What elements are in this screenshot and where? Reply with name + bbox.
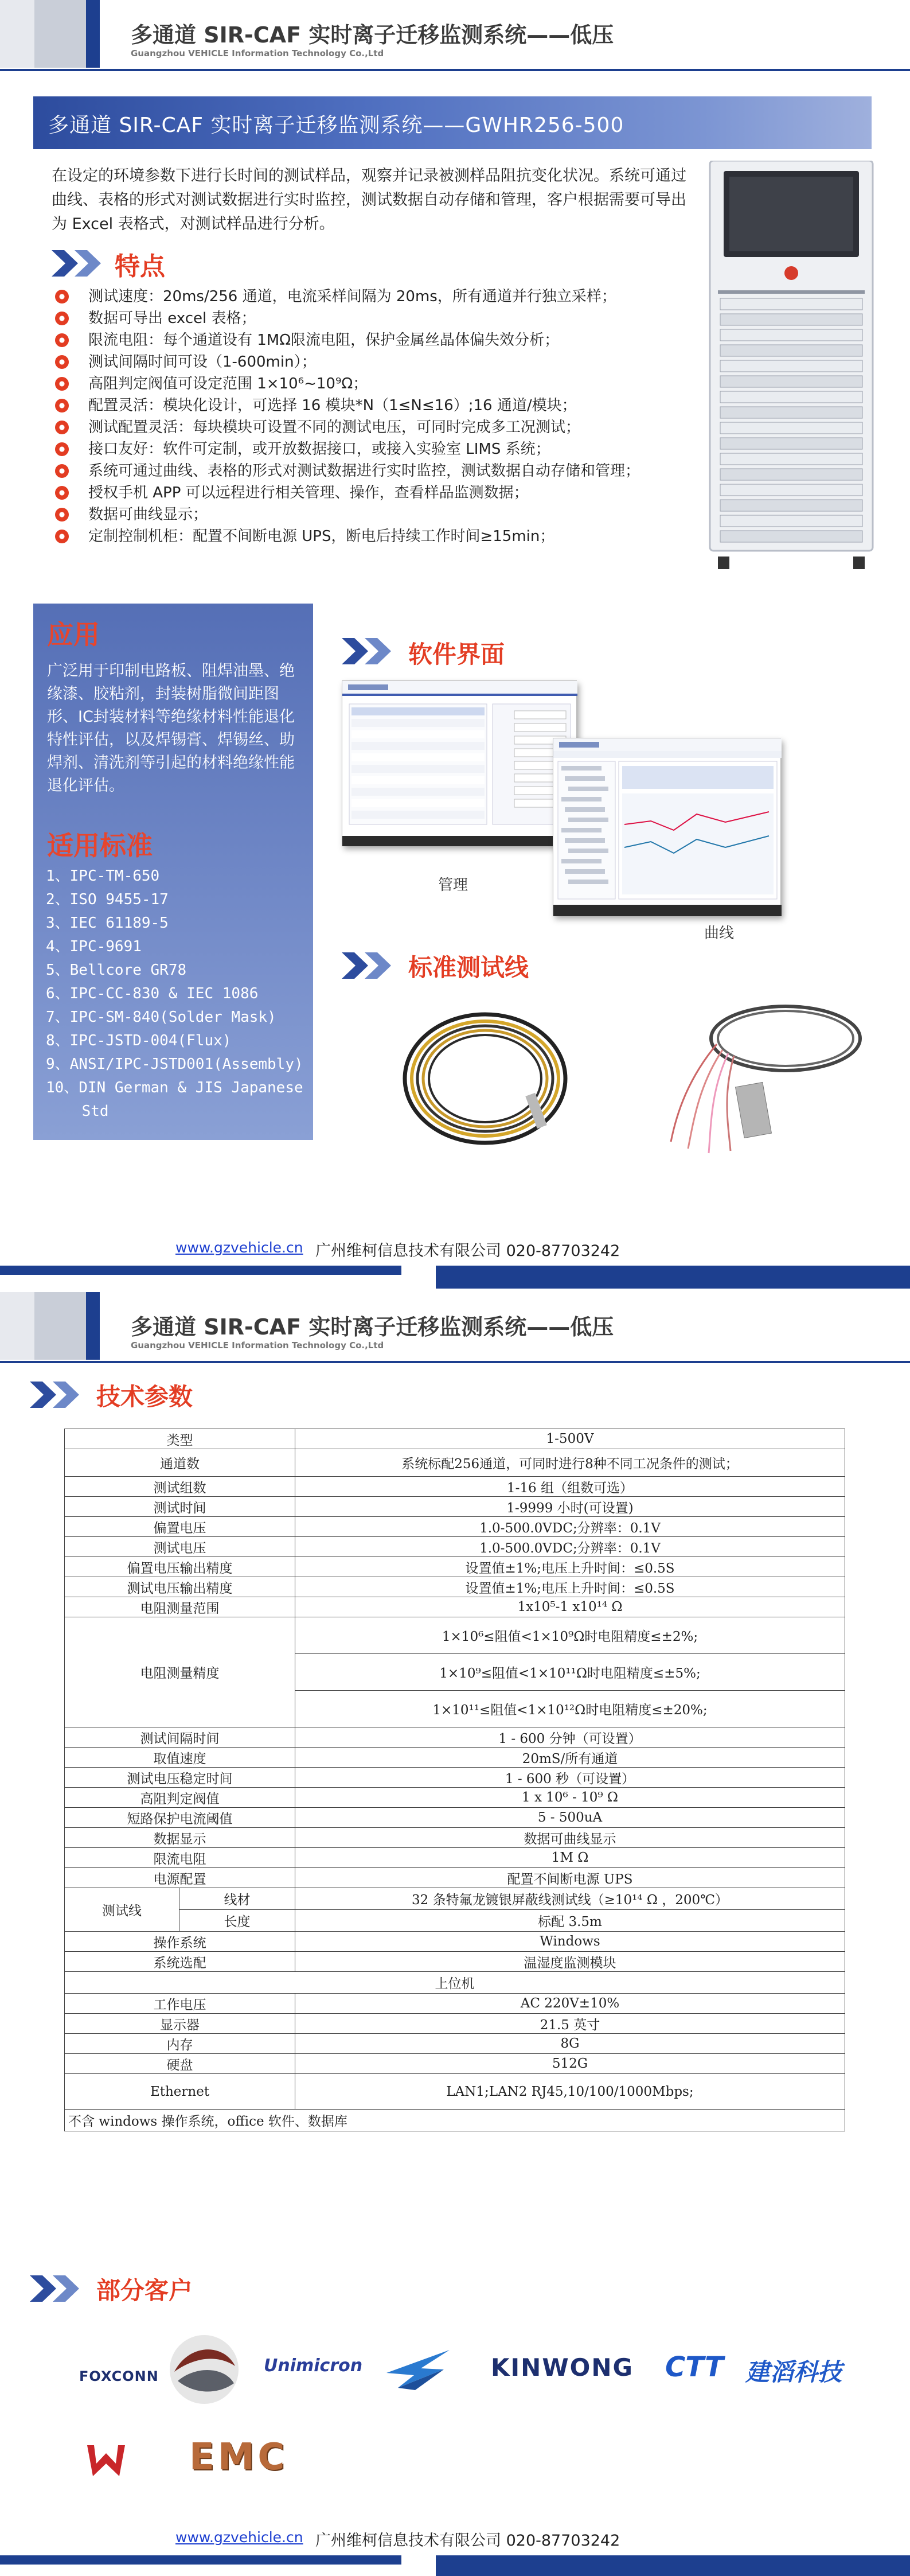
feature-item <box>55 308 709 329</box>
table-cell: 设置值±1%;电压上升时间：≤0.5S <box>295 1557 845 1577</box>
feature-text: 数据可导出 excel 表格； <box>88 310 256 327</box>
table-cell: 5 - 500uA <box>295 1808 845 1828</box>
rack-module <box>720 422 862 434</box>
table-cell: 系统标配256通道，可同时进行8种不同工况条件的测试； <box>295 1449 845 1477</box>
features-heading: 特点 <box>115 252 165 281</box>
rack-module <box>720 531 862 542</box>
table-row <box>65 1517 845 1537</box>
standard-item: 4、IPC-9691 <box>46 938 142 955</box>
tree-item <box>565 807 605 812</box>
table-row <box>65 1848 845 1868</box>
feature-item <box>55 395 709 417</box>
tree-item <box>568 880 608 884</box>
unimicron-logo: Unimicron <box>264 2356 363 2376</box>
bullet-icon <box>55 399 69 413</box>
table-cell: 设置值±1%;电压上升时间：≤0.5S <box>295 1577 845 1597</box>
table-row <box>351 788 485 796</box>
table-row <box>65 2110 845 2131</box>
emc-logo: EMC <box>189 2436 288 2478</box>
standard-item: Std <box>46 1103 109 1120</box>
table-cell: 1.0-500.0VDC;分辨率：0.1V <box>295 1537 845 1557</box>
chevron-right-icon <box>342 950 399 981</box>
table-cell: 1 - 600 秒（可设置） <box>295 1768 845 1788</box>
table-row <box>65 1768 845 1788</box>
tree-item <box>565 869 605 874</box>
customers-heading: 部分客户 <box>96 2277 193 2305</box>
page-title: 多通道 SIR-CAF 实时离子迁移监测系统——低压 <box>131 1314 614 1340</box>
table-cell: 内存 <box>65 2034 295 2054</box>
bullet-icon <box>55 530 69 543</box>
rack-module <box>720 407 862 418</box>
table-cell: 温湿度监测模块 <box>295 1952 845 1972</box>
foxconn-logo: FOXCONN <box>79 2368 159 2384</box>
table-row <box>65 1617 845 1654</box>
table-row <box>65 1788 845 1808</box>
testline-heading: 标准测试线 <box>408 954 529 982</box>
caption-management: 管理 <box>438 877 468 894</box>
intro-paragraph: 在设定的环境参数下进行长时间的测试样品，观察并记录被测样品阻抗变化状况。系统可通过曲线、表格的形式对测试数据进行实时监控，测试数据自动存储和管理，客户根据需要可导出为 Excel 表格式，对测试样品进行分析。 <box>52 167 686 233</box>
table-cell: 20mS/所有通道 <box>295 1748 845 1768</box>
tree-item <box>568 849 608 853</box>
rack-module <box>720 453 862 465</box>
table-row <box>351 742 485 750</box>
table-cell: 测试电压稳定时间 <box>65 1768 295 1788</box>
header-decoration <box>0 1292 92 1360</box>
standards-list <box>46 865 310 1123</box>
table-cell: 上位机 <box>65 1972 845 1994</box>
feature-text: 接口友好：软件可定制，或开放数据接口，或接入实验室 LIMS 系统； <box>88 441 550 458</box>
table-cell: 线材 <box>179 1888 295 1910</box>
table-cell: Ethernet <box>65 2074 295 2110</box>
table-cell: 512G <box>295 2054 845 2074</box>
software-screenshot-management <box>342 680 577 846</box>
table-cell: 电源配置 <box>65 1868 295 1888</box>
table-row <box>65 1597 845 1617</box>
bullet-icon <box>55 355 69 369</box>
chevron-right-icon <box>52 248 109 279</box>
table-cell: 数据可曲线显示 <box>295 1828 845 1848</box>
table-cell: 高阻判定阀值 <box>65 1788 295 1808</box>
table-cell: LAN1;LAN2 RJ45,10/100/1000Mbps; <box>295 2074 845 2110</box>
table-cell: 1x10⁵-1 x10¹⁴ Ω <box>295 1597 845 1617</box>
software-heading: 软件界面 <box>408 640 505 668</box>
header-divider <box>0 69 910 71</box>
standard-item: 6、IPC-CC-830 & IEC 1086 <box>46 985 259 1002</box>
bullet-icon <box>55 421 69 434</box>
rack-module <box>720 484 862 496</box>
table-row <box>65 1952 845 1972</box>
tree-item <box>565 838 605 843</box>
footer-bar <box>436 1266 910 1289</box>
table-row <box>351 707 485 715</box>
features-list <box>55 286 709 547</box>
feature-text: 测试速度：20ms/256 通道，电流采样间隔为 20ms，所有通道并行独立采样； <box>88 288 616 305</box>
rack-module <box>720 329 862 341</box>
form-field <box>514 711 566 719</box>
feature-text: 定制控制机柜：配置不间断电源 UPS，断电后持续工作时间≥15min； <box>88 528 555 545</box>
kinwong-logo: KINWONG <box>491 2353 634 2382</box>
feature-item <box>55 417 709 438</box>
standard-item: 2、ISO 9455-17 <box>46 891 169 908</box>
table-cell: 1M Ω <box>295 1848 845 1868</box>
table-cell: 配置不间断电源 UPS <box>295 1868 845 1888</box>
table-row <box>65 1748 845 1768</box>
table-cell: 系统选配 <box>65 1952 295 1972</box>
table-row <box>65 1808 845 1828</box>
rack-module <box>720 376 862 387</box>
caption-curve: 曲线 <box>704 925 735 942</box>
table-row <box>351 811 485 819</box>
table-cell: 1-9999 小时(可设置) <box>295 1497 845 1517</box>
table-cell: 偏置电压输出精度 <box>65 1557 295 1577</box>
bullet-icon <box>55 508 69 522</box>
standard-item: 3、IEC 61189-5 <box>46 915 169 932</box>
table-row <box>65 1577 845 1597</box>
specs-table <box>64 1429 845 2131</box>
company-subtitle: Guangzhou VEHICLE Information Technology Co.,Ltd <box>131 1340 384 1351</box>
application-heading: 应用 <box>47 619 100 650</box>
bullet-icon <box>55 486 69 500</box>
table-cell: 1-500V <box>295 1429 845 1449</box>
table-cell: 偏置电压 <box>65 1517 295 1537</box>
table-cell: 标配 3.5m <box>295 1910 845 1932</box>
footer-bar <box>436 2555 910 2576</box>
table-cell: 1×10⁶≤阻值<1×10⁹Ω时电阻精度≤±2%; <box>295 1617 845 1654</box>
page2-header <box>0 1292 910 1360</box>
rack-module <box>720 360 862 372</box>
footer-website-link[interactable]: www.gzvehicle.cn <box>175 1239 303 1256</box>
coiled-cable-image <box>399 998 588 1159</box>
feature-item <box>55 373 709 395</box>
table-cell: 限流电阻 <box>65 1848 295 1868</box>
tree-item <box>568 818 608 822</box>
table-row <box>65 2014 845 2034</box>
table-cell: 测试组数 <box>65 1477 295 1497</box>
cabinet-image <box>706 161 876 574</box>
table-row <box>65 1497 845 1517</box>
table-cell: 类型 <box>65 1429 295 1449</box>
standards-heading: 适用标准 <box>47 830 153 861</box>
table-cell: 不含 windows 操作系统，office 软件、数据库 <box>65 2110 845 2131</box>
feature-text: 测试配置灵活：每块模块可设置不同的测试电压，可同时完成多工况测试； <box>88 419 581 436</box>
bird-emblem-icon <box>381 2333 455 2402</box>
table-cell: 显示器 <box>65 2014 295 2034</box>
table-cell: 硬盘 <box>65 2054 295 2074</box>
feature-item <box>55 526 709 547</box>
chevron-right-icon <box>30 2273 87 2304</box>
table-cell: AC 220V±10% <box>295 1994 845 2014</box>
table-cell: 测试电压输出精度 <box>65 1577 295 1597</box>
table-cell: 电阻测量范围 <box>65 1597 295 1617</box>
table-row <box>65 1477 845 1497</box>
table-row <box>65 1932 845 1952</box>
tree-item <box>565 776 605 781</box>
feature-text: 配置灵活：模块化设计，可选择 16 模块*N（1≤N≤16）;16 通道/模块； <box>88 397 577 414</box>
standard-item: 9、ANSI/IPC-JSTD001(Assembly) <box>46 1056 303 1073</box>
rack-module <box>720 469 862 480</box>
standard-item: 8、IPC-JSTD-004(Flux) <box>46 1032 232 1049</box>
table-row <box>65 1910 845 1932</box>
table-cell: 1 x 10⁶ - 10⁹ Ω <box>295 1788 845 1808</box>
chevron-right-icon <box>30 1379 87 1410</box>
table-row <box>65 1537 845 1557</box>
table-row <box>351 719 485 727</box>
rack-module <box>720 500 862 511</box>
footer-bar <box>0 2555 401 2565</box>
table-cell: 1.0-500.0VDC;分辨率：0.1V <box>295 1517 845 1537</box>
table-row <box>65 1888 845 1910</box>
feature-text: 系统可通过曲线、表格的形式对测试数据进行实时监控，测试数据自动存储和管理； <box>88 462 640 480</box>
feature-text: 高阻判定阀值可设定范围 1×10⁶~10⁹Ω； <box>88 375 368 392</box>
company-subtitle: Guangzhou VEHICLE Information Technology Co.,Ltd <box>131 48 384 59</box>
standard-item: 7、IPC-SM-840(Solder Mask) <box>46 1009 276 1026</box>
table-cell: 长度 <box>179 1910 295 1932</box>
table-row <box>65 1429 845 1449</box>
table-row <box>65 2034 845 2054</box>
table-row <box>65 1994 845 2014</box>
unimicron-emblem-icon <box>166 2332 242 2407</box>
standard-item: 5、Bellcore GR78 <box>46 962 187 979</box>
rack-module <box>720 438 862 449</box>
application-text: 广泛用于印制电路板、阻焊油墨、绝缘漆、胶粘剂，封装树脂微间距图形、IC封装材料等绝缘材料性能退化特性评估，以及焊锡膏、焊锡丝、助焊剂、清洗剂等引起的材料绝缘性能退化评估。 <box>47 662 295 795</box>
table-row <box>65 2054 845 2074</box>
table-cell: 操作系统 <box>65 1932 295 1952</box>
table-cell: Windows <box>295 1932 845 1952</box>
table-cell: 1×10¹¹≤阻值<1×10¹²Ω时电阻精度≤±20%; <box>295 1691 845 1727</box>
table-row <box>65 2074 845 2110</box>
feature-text: 数据可曲线显示； <box>88 506 208 523</box>
table-row <box>351 776 485 784</box>
kingboard-logo: 建滔科技 <box>745 2358 842 2386</box>
tree-item <box>561 766 602 771</box>
table-row <box>351 730 485 738</box>
footer-company: 广州维柯信息技术有限公司 020-87703242 <box>315 1242 620 1260</box>
specs-heading: 技术参数 <box>96 1383 193 1411</box>
table-cell: 测试间隔时间 <box>65 1727 295 1748</box>
feature-item <box>55 438 709 460</box>
bullet-icon <box>55 333 69 347</box>
bullet-icon <box>55 442 69 456</box>
rack-module <box>720 314 862 325</box>
rack-module <box>720 298 862 310</box>
standard-item: 1、IPC-TM-650 <box>46 867 160 885</box>
table-cell: 取值速度 <box>65 1748 295 1768</box>
tree-item <box>561 797 602 801</box>
page-title: 多通道 SIR-CAF 实时离子迁移监测系统——低压 <box>131 22 614 48</box>
rack-module <box>720 391 862 403</box>
table-cell: 1×10⁹≤阻值<1×10¹¹Ω时电阻精度≤±5%; <box>295 1654 845 1691</box>
bullet-icon <box>55 290 69 303</box>
rack-module <box>720 515 862 527</box>
table-cell: 测试时间 <box>65 1497 295 1517</box>
table-cell: 32 条特氟龙镀银屏蔽线测试线（≥10¹⁴ Ω ，200℃） <box>295 1888 845 1910</box>
table-cell: 数据显示 <box>65 1828 295 1848</box>
table-row <box>65 1828 845 1848</box>
tree-item <box>561 859 602 863</box>
table-row <box>65 1868 845 1888</box>
feature-item <box>55 460 709 482</box>
product-banner <box>33 96 872 149</box>
feature-item <box>55 329 709 351</box>
table-cell: 通道数 <box>65 1449 295 1477</box>
table-row <box>351 753 485 761</box>
footer-company: 广州维柯信息技术有限公司 020-87703242 <box>315 2532 620 2550</box>
table-cell: 电阻测量精度 <box>65 1617 295 1727</box>
rack-module <box>720 345 862 356</box>
chevron-right-icon <box>342 636 399 667</box>
bullet-icon <box>55 312 69 325</box>
feature-text: 测试间隔时间可设（1-600min）； <box>88 353 317 371</box>
software-screenshot-curve <box>553 738 781 916</box>
feature-text: 限流电阻：每个通道设有 1MΩ限流电阻，保护金属丝晶体偏失效分析； <box>88 332 560 349</box>
header-decoration <box>0 0 92 68</box>
feature-item <box>55 482 709 504</box>
table-cell: 8G <box>295 2034 845 2054</box>
tree-item <box>568 787 608 791</box>
connector-cable-image <box>654 998 872 1170</box>
standard-item: 10、DIN German & JIS Japanese <box>46 1079 303 1096</box>
bullet-icon <box>55 464 69 478</box>
table-row <box>351 799 485 807</box>
page1-header <box>0 0 910 68</box>
ctt-logo: CTT <box>665 2351 724 2383</box>
table-cell: 21.5 英寸 <box>295 2014 845 2034</box>
header-divider <box>0 1361 910 1363</box>
table-row <box>65 1727 845 1748</box>
table-row <box>351 765 485 773</box>
feature-item <box>55 351 709 373</box>
table-cell: 短路保护电流阈值 <box>65 1808 295 1828</box>
table-cell: 1 - 600 分钟（可设置） <box>295 1727 845 1748</box>
feature-item <box>55 504 709 526</box>
tree-item <box>561 828 602 832</box>
table-row <box>65 1557 845 1577</box>
feature-item <box>55 286 709 308</box>
table-cell: 测试线 <box>65 1888 179 1932</box>
table-row <box>65 1972 845 1994</box>
footer-bar <box>0 1266 401 1275</box>
feature-text: 授权手机 APP 可以远程进行相关管理、操作，查看样品监测数据； <box>88 484 529 501</box>
customer-emblem-icon <box>83 2441 130 2481</box>
bullet-icon <box>55 377 69 391</box>
table-cell: 1-16 组（组数可选） <box>295 1477 845 1497</box>
banner-title: 多通道 SIR-CAF 实时离子迁移监测系统——GWHR256-500 <box>48 114 624 137</box>
application-panel <box>33 604 313 1140</box>
form-field <box>514 723 566 731</box>
table-cell: 工作电压 <box>65 1994 295 2014</box>
footer-website-link[interactable]: www.gzvehicle.cn <box>175 2529 303 2546</box>
table-row <box>65 1449 845 1477</box>
table-cell: 测试电压 <box>65 1537 295 1557</box>
